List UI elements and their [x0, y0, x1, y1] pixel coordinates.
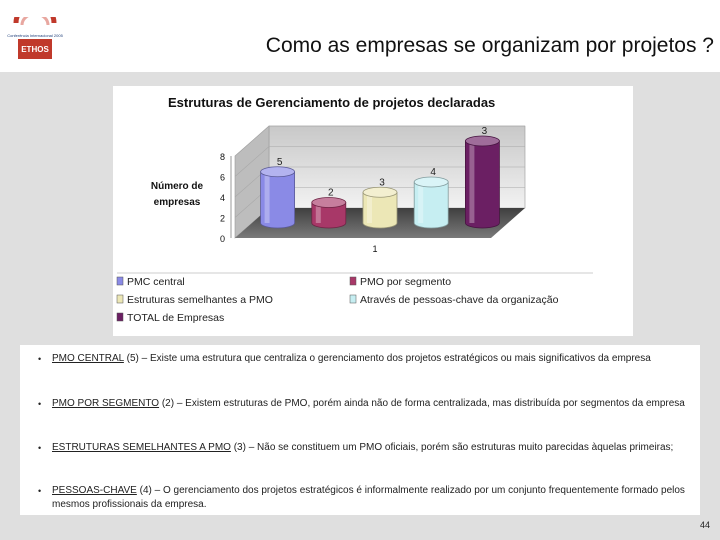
y-axis-label-line1: Número de — [150, 181, 204, 192]
legend-item-2 — [350, 276, 451, 288]
y-tick-label: 8 — [219, 152, 225, 162]
bar-top — [465, 136, 499, 146]
bar-highlight — [469, 141, 474, 223]
data-label: 3 — [379, 177, 385, 189]
legend-label: Através de pessoas-chave da organização — [360, 294, 559, 306]
bar-top — [414, 177, 448, 187]
legend-label: Estruturas semelhantes a PMO — [127, 294, 273, 306]
legend-swatch — [350, 277, 356, 285]
y-tick-label: 0 — [219, 234, 225, 244]
y-tick-label: 4 — [219, 193, 225, 203]
legend-swatch — [117, 313, 123, 321]
y-axis-label-line2: empresas — [153, 197, 201, 208]
chart-title: Estruturas de Gerenciamento de projetos declaradas — [168, 95, 496, 110]
svg-text:ETHOS: ETHOS — [21, 45, 49, 54]
svg-text:Conferência Internacional 2005: Conferência Internacional 2005 — [7, 33, 63, 38]
legend-label: PMO por segmento — [360, 276, 452, 288]
bullet-marker: • — [38, 486, 42, 496]
y-tick-label: 6 — [219, 172, 225, 183]
legend-label: TOTAL de Empresas — [127, 312, 225, 324]
bullet-term: PMO CENTRAL — [52, 353, 124, 364]
legend-item-3 — [117, 294, 273, 306]
legend-swatch — [117, 277, 123, 285]
bar-top — [363, 187, 397, 197]
bullet-marker: • — [38, 354, 42, 364]
legend-item-4 — [350, 294, 559, 306]
data-label: 5 — [276, 156, 283, 168]
bullet-term: ESTRUTURAS SEMELHANTES A PMO — [52, 442, 231, 453]
y-tick-label: 2 — [219, 213, 225, 224]
bullet-text: (3) – Não se constituem um PMO oficiais, porém são estruturas muito parecidas àquelas primeiras; — [230, 442, 674, 453]
legend-swatch — [350, 295, 356, 303]
legend-item-5 — [117, 312, 224, 324]
header — [0, 0, 720, 72]
x-tick-label: 1 — [372, 244, 378, 254]
bullet-text: (5) – Existe uma estrutura que centraliza o gerenciamento dos projetos estratégicos ou mais significativos da empresa — [123, 353, 651, 364]
bar-series-5 — [465, 126, 499, 228]
bullet-marker: • — [38, 399, 42, 409]
data-label: 4 — [430, 167, 436, 178]
bullet-list — [20, 345, 700, 515]
legend-swatch — [117, 295, 123, 303]
bar-top — [312, 198, 346, 208]
bullet-text: (4) – O gerenciamento dos projetos estratégicos é informalmente realizado por um conjunto frequentemente formado pelos mesmos profissionais da empresa. — [52, 485, 685, 510]
data-label: 2 — [328, 187, 334, 199]
legend-item-1 — [117, 276, 185, 288]
bullet-term: PESSOAS-CHAVE — [52, 485, 137, 496]
bar-chart — [113, 86, 633, 336]
bullet-term: PMO POR SEGMENTO — [52, 398, 160, 409]
bar-highlight — [265, 172, 270, 223]
bar-highlight — [418, 182, 423, 223]
bullet-marker: • — [38, 443, 42, 453]
chart-panel — [113, 86, 633, 336]
legend-label: PMC central — [127, 276, 185, 288]
bullet-text: (2) – Existem estruturas de PMO, porém ainda não de forma centralizada, mas distribuída por segmentos da empresa — [159, 398, 685, 409]
data-label: 3 — [481, 126, 488, 137]
page-title: Como as empresas se organizam por projetos ? — [265, 34, 714, 57]
conference-logo — [4, 17, 66, 67]
bar-top — [261, 167, 295, 177]
page-number: 44 — [699, 520, 710, 530]
